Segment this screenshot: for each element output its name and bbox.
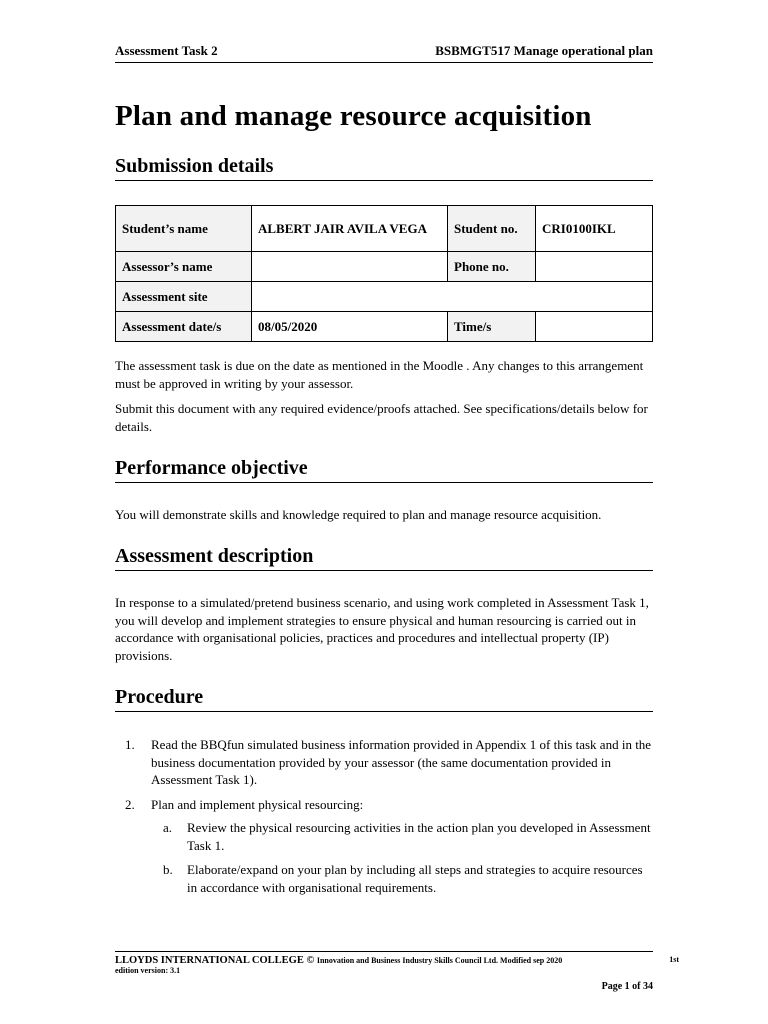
due-date-paragraph: The assessment task is due on the date as mentioned in the Moodle . Any changes to this arrangement must be approved in writing by your assessor. [115,358,644,391]
time-label: Time/s [448,312,536,342]
footer-college: LLOYDS INTERNATIONAL COLLEGE © [115,955,315,966]
assessor-name-value[interactable] [252,252,448,282]
page-number: Page 1 of 34 [601,981,653,992]
site-label: Assessment site [116,282,252,312]
table-row [116,282,653,312]
description-heading: Assessment description [115,545,653,571]
student-name-label: Student’s name [116,206,252,252]
site-value[interactable] [252,282,653,312]
phone-value[interactable] [536,252,653,282]
date-label: Assessment date/s [116,312,252,342]
list-item-text: Elaborate/expand on your plan by including all steps and strategies to acquire resources in accordance with organisational requirements. [187,862,643,895]
footer-council: Innovation and Business Industry Skills Council Ltd. Modified sep 2020 [316,956,563,965]
page-title: Plan and manage resource acquisition [115,100,592,132]
header-task: Assessment Task 2 [115,43,218,58]
procedure-list [115,736,653,903]
table-row [116,252,653,282]
list-item-text: Read the BBQfun simulated business information provided in Appendix 1 of this task and in the business documentation provided by your assessor (the same documentation provided in Assessment Task 1). [151,737,652,787]
list-number: 2. [125,796,135,812]
page-footer [115,951,679,992]
description-text: In response to a simulated/pretend business scenario, and using work completed in Assessment Task 1, you will develop and implement strategies to ensure physical and human resourcing is carried out in accordance with organisational policies, practices and procedures and intellectual property (IP) provisions. [115,595,649,663]
list-item [151,861,653,896]
time-value[interactable] [536,312,653,342]
list-item [115,796,653,897]
footer-superscript: 1st [669,955,679,964]
assessor-name-label: Assessor’s name [116,252,252,282]
performance-heading: Performance objective [115,457,653,483]
table-row [116,206,653,252]
list-letter: a. [163,820,173,835]
submission-heading: Submission details [115,155,653,181]
list-item-text: Review the physical resourcing activities in the action plan you developed in Assessment Task 1. [187,820,651,853]
student-no-label: Student no. [448,206,536,252]
student-no-value[interactable]: CRI0100IKL [536,206,653,252]
procedure-sublist [151,819,653,896]
submit-paragraph: Submit this document with any required evidence/proofs attached. See specifications/details below for details. [115,401,648,434]
footer-edition: edition version: 3.1 [115,966,181,975]
page-header [115,43,653,63]
list-number: 1. [125,737,135,752]
table-row [116,312,653,342]
list-item [115,736,653,789]
list-item [151,819,653,854]
submission-table [115,205,653,342]
date-value[interactable]: 08/05/2020 [252,312,448,342]
procedure-heading: Procedure [115,686,653,712]
list-letter: b. [163,862,173,877]
list-item-text: Plan and implement physical resourcing: [151,796,364,812]
phone-label: Phone no. [448,252,536,282]
performance-text: You will demonstrate skills and knowledge required to plan and manage resource acquisition. [115,507,602,522]
header-unit: BSBMGT517 Manage operational plan [435,43,653,58]
student-name-value[interactable]: ALBERT JAIR AVILA VEGA [252,206,448,252]
